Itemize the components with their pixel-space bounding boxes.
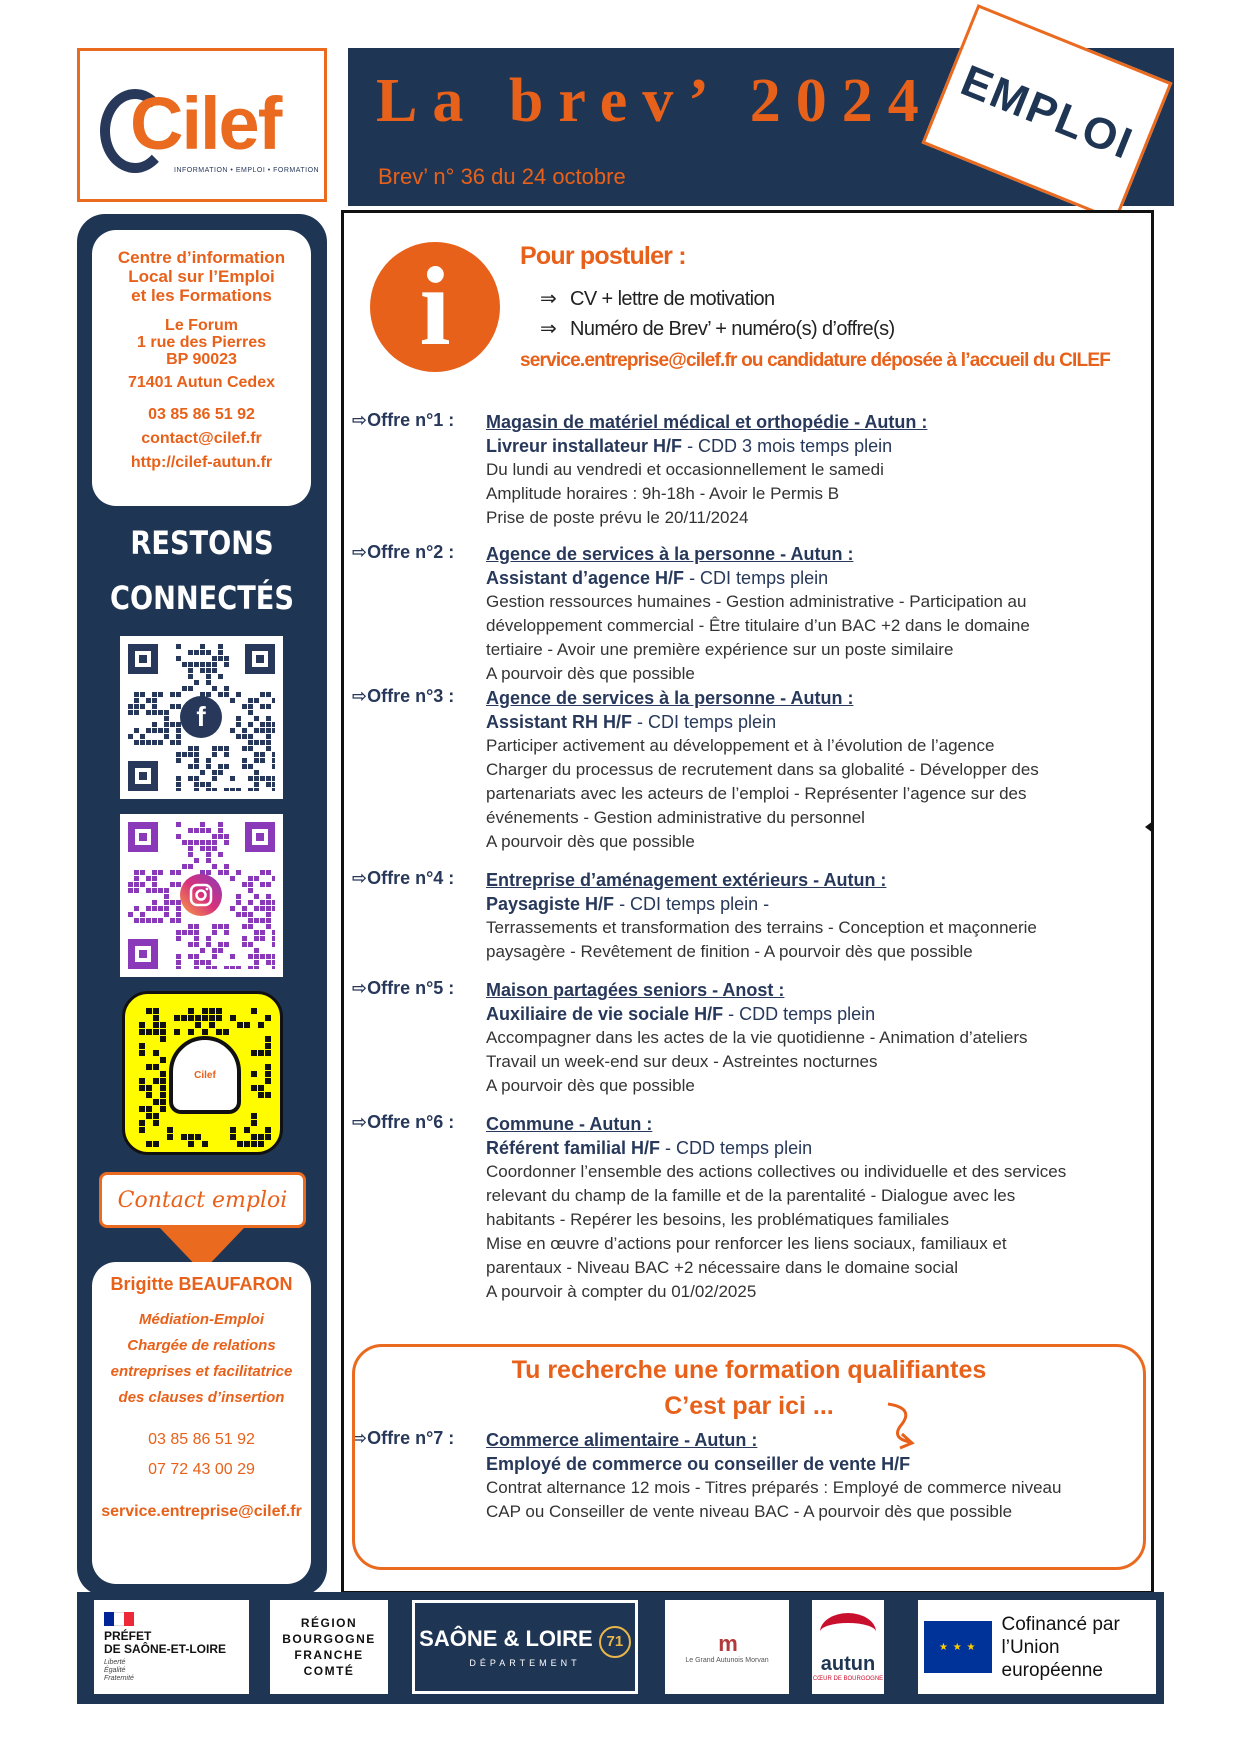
contact-role: Médiation-Emploi Chargée de relations entreprises et facilitatrice des clauses d’insertion [110, 1311, 293, 1406]
formation-heading: Tu recherche une formation qualifiantes C’est par ici ... [511, 1356, 987, 1420]
address-card [92, 230, 311, 506]
offer-job-title: Paysagiste H/F - CDI temps plein - [486, 894, 770, 914]
offer-description-line: Accompagner dans les actes de la vie quotidienne - Animation d’ateliers [486, 1028, 1028, 1047]
offer-job-title: Auxiliaire de vie sociale H/F - CDD temps plein [486, 1004, 876, 1024]
snapchat-code[interactable] [122, 991, 283, 1155]
offer-description-line: habitants - Repérer les besoins, les problématiques familiales [486, 1210, 950, 1229]
facebook-qr-code[interactable] [120, 636, 283, 799]
offer-company: Commerce alimentaire - Autun : [486, 1430, 758, 1450]
prefet-logo: PRÉFET DE SAÔNE-ET-LOIRE Liberté Égalité Fraternité [94, 1600, 249, 1694]
saone-et-loire-logo: SAÔNE & LOIRE 71 DÉPARTEMENT [412, 1600, 638, 1694]
offer-description-line: Mise en œuvre d’actions pour renforcer les liens sociaux, familiaux et [486, 1234, 1007, 1253]
address: Le Forum 1 rue des Pierres BP 90023 71401 Autun Cedex [127, 317, 275, 391]
offer-description-line: A pourvoir dès que possible [486, 832, 695, 851]
offer-description-line: Coordonner l’ensemble des actions collectives ou individuelle et des services [486, 1162, 1067, 1181]
info-icon: i [370, 242, 500, 372]
offer-arrow-icon: ⇨ [352, 410, 368, 430]
offer-description-line: Travail un week-end sur deux - Astreintes nocturnes [486, 1052, 878, 1071]
issue-subtitle: Brev’ n° 36 du 24 octobre [378, 164, 626, 189]
offer-number: ⇨Offre n°2 : [352, 542, 455, 562]
offer-number: ⇨Offre n°7 : [352, 1428, 455, 1448]
contact-person-card [92, 1262, 311, 1584]
offer-company: Agence de services à la personne - Autun : [486, 544, 854, 564]
contact-name: Brigitte BEAUFARON [110, 1274, 293, 1294]
offer-description-line: Contrat alternance 12 mois - Titres préparés : Employé de commerce niveau [486, 1478, 1062, 1497]
offer-job-title: Livreur installateur H/F - CDD 3 mois temps plein [486, 436, 893, 456]
offer-company: Agence de services à la personne - Autun : [486, 688, 854, 708]
phone-number: 03 85 86 51 92 [148, 406, 255, 423]
offer-arrow-icon: ⇨ [352, 868, 368, 888]
offer-arrow-icon: ⇨ [352, 1112, 368, 1132]
org-name: Centre d’information Local sur l’Emploi et les Formations [117, 248, 286, 305]
connect-heading: RESTONS CONNECTÉS [110, 524, 294, 617]
offer-description-line: paysagère - Revêtement de finition - A pourvoir dès que possible [486, 942, 973, 961]
website-link[interactable]: http://cilef-autun.fr [130, 454, 273, 471]
offer-description-line: événements - Gestion administrative du personnel [486, 808, 865, 827]
offer-arrow-icon: ⇨ [352, 1428, 368, 1448]
offer-company: Magasin de matériel médical et orthopédie - Autun : [486, 412, 928, 432]
apply-contact: service.entreprise@cilef.fr ou candidature déposée à l’accueil du CILEF [520, 350, 1110, 371]
offer-description-line: relevant du champ de la famille et de la parentalité - Dialogue avec les [486, 1186, 1016, 1205]
logo-wordmark: Cilef [130, 82, 281, 165]
offer-arrow-icon: ⇨ [352, 686, 368, 706]
panel-notch [1145, 821, 1153, 833]
contact-phone-1: 03 85 86 51 92 [148, 1431, 255, 1448]
offer-number: ⇨Offre n°5 : [352, 978, 455, 998]
offer-description-line: Charger du processus de recrutement dans sa globalité - Développer des [486, 760, 1039, 779]
page-title: La brev’ 2024 [376, 67, 934, 135]
offer-job-title: Assistant RH H/F - CDI temps plein [486, 712, 777, 732]
offer-description-line: Prise de poste prévu le 20/11/2024 [486, 508, 749, 527]
cilef-logo [77, 48, 327, 202]
offer-number: ⇨Offre n°3 : [352, 686, 455, 706]
offer-company: Maison partagées seniors - Anost : [486, 980, 785, 1000]
offer-number: ⇨Offre n°1 : [352, 410, 455, 430]
offer-number: ⇨Offre n°6 : [352, 1112, 455, 1132]
offer-description-line: Amplitude horaires : 9h-18h - Avoir le Permis B [486, 484, 840, 503]
offer-description-line: partenariats avec les acteurs de l’emploi - Représenter l’agence sur des [486, 784, 1027, 803]
instagram-qr-code[interactable] [120, 814, 283, 977]
offer-number: ⇨Offre n°4 : [352, 868, 455, 888]
apply-item-reference: ⇒ Numéro de Brev’ + numéro(s) d’offre(s) [540, 318, 895, 340]
eu-cofinancing-logo: ★ ★ ★ Cofinancé par l’Union européenne [918, 1600, 1156, 1694]
french-flag-icon [104, 1612, 134, 1626]
offer-description-line: tertiaire - Avoir une première expérience sur un poste similaire [486, 640, 954, 659]
contact-email-link[interactable]: service.entreprise@cilef.fr [101, 1503, 302, 1520]
contact-phone-2: 07 72 43 00 29 [148, 1461, 255, 1478]
offer-description-line: Gestion ressources humaines - Gestion administrative - Participation au [486, 592, 1027, 611]
contact-emploi-heading: Contact emploi [99, 1172, 306, 1228]
offer-description-line: A pourvoir dès que possible [486, 1076, 695, 1095]
offer-description-line: parentaux - Niveau BAC +2 nécessaire dans le domaine social [486, 1258, 959, 1277]
autun-logo: autun CŒUR DE BOURGOGNE [812, 1600, 884, 1694]
snapchat-ghost-icon: Cilef [169, 1036, 241, 1114]
offer-job-title: Référent familial H/F - CDD temps plein [486, 1138, 813, 1158]
logo-tagline: INFORMATION • EMPLOI • FORMATION [174, 167, 320, 174]
offer-arrow-icon: ⇨ [352, 542, 368, 562]
apply-title: Pour postuler : [520, 242, 686, 270]
offer-description-line: développement commercial - Être titulaire d’un BAC +2 dans le domaine [486, 616, 1030, 635]
emploi-stamp: EMPLOI [922, 4, 1173, 222]
offer-description-line: Terrassements et transformation des terrains - Conception et maçonnerie [486, 918, 1037, 937]
offer-description-line: Participer activement au développement et à l’évolution de l’agence [486, 736, 995, 755]
grand-autunois-morvan-logo: m Le Grand Autunois Morvan [665, 1600, 789, 1694]
instagram-icon [180, 874, 222, 916]
eu-flag-icon: ★ ★ ★ [924, 1621, 992, 1673]
offer-description-line: A pourvoir à compter du 01/02/2025 [486, 1282, 757, 1301]
offer-description-line: CAP ou Conseiller de vente niveau BAC - A pourvoir dès que possible [486, 1502, 1013, 1521]
offer-job-title: Assistant d’agence H/F - CDI temps plein [486, 568, 829, 588]
offer-company: Commune - Autun : [486, 1114, 653, 1134]
offer-job-title: Employé de commerce ou conseiller de vente H/F [486, 1454, 911, 1474]
offer-description-line: A pourvoir dès que possible [486, 664, 695, 683]
contact-email-link[interactable]: contact@cilef.fr [141, 430, 262, 447]
offer-company: Entreprise d’aménagement extérieurs - Autun : [486, 870, 887, 890]
offer-arrow-icon: ⇨ [352, 978, 368, 998]
region-logo: RÉGION BOURGOGNE FRANCHE COMTÉ [270, 1600, 388, 1694]
offer-description-line: Du lundi au vendredi et occasionnellement le samedi [486, 460, 884, 479]
facebook-icon: f [180, 696, 222, 738]
curved-arrow-icon [880, 1398, 920, 1452]
apply-item-cv: ⇒ CV + lettre de motivation [540, 288, 775, 310]
